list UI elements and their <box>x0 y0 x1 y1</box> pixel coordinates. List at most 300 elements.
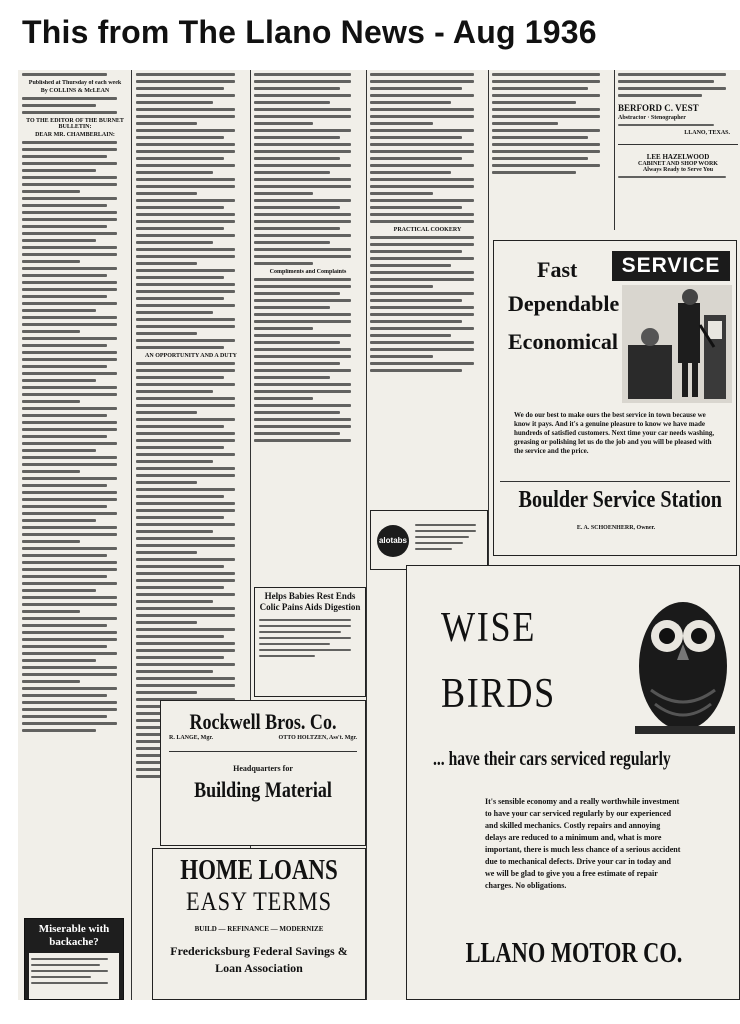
text-line <box>22 449 96 452</box>
text-line <box>254 192 313 195</box>
text-line <box>136 80 235 83</box>
text-line <box>254 320 351 323</box>
text-line <box>254 171 330 174</box>
text-line <box>22 218 117 221</box>
loans-line3: BUILD — REFINANCE — MODERNIZE <box>194 925 324 933</box>
text-line <box>136 157 224 160</box>
text-line <box>22 582 117 585</box>
llano-motor-name: LLANO MOTOR CO. <box>465 938 683 969</box>
text-line <box>492 101 576 104</box>
text-line <box>22 232 117 235</box>
wise-body: It's sensible economy and a really worthwhile investment to have your car serviced regularly by our experienced and skilled mechanics. Costly repairs and annoying delays are reduced to a minimum and, what is more important, there is much less chance of a serious accident due to mechanical defects. Drive your car in today and we will be glad to give you a free estimate of repair charges. No obligations. <box>485 797 681 890</box>
text-line <box>136 213 235 216</box>
text-line <box>254 278 351 281</box>
text-line <box>492 94 600 97</box>
text-line <box>22 645 107 648</box>
hazelwood-line2: Always Ready to Serve You <box>642 167 714 173</box>
text-line <box>22 512 117 515</box>
text-line <box>254 87 340 90</box>
text-line <box>254 432 340 435</box>
text-line <box>136 297 224 300</box>
text-line <box>136 691 197 694</box>
text-line <box>370 143 474 146</box>
section-heading: Compliments and Complaints <box>269 269 347 275</box>
text-line <box>136 129 235 132</box>
text-line <box>22 596 117 599</box>
text-line <box>492 87 588 90</box>
text-line <box>22 603 117 606</box>
text-line <box>22 155 107 158</box>
text-line <box>254 262 313 265</box>
text-line <box>492 136 588 139</box>
text-line <box>22 463 117 466</box>
text-line <box>136 600 213 603</box>
text-line <box>136 290 235 293</box>
text-line <box>22 610 80 613</box>
text-line <box>22 589 96 592</box>
text-line <box>370 250 462 253</box>
birds-word: BIRDS <box>441 671 556 717</box>
text-line <box>136 115 235 118</box>
text-line <box>22 239 96 242</box>
text-line <box>22 253 117 256</box>
text-line <box>254 348 351 351</box>
text-line <box>370 292 474 295</box>
service-body: We do our best to make ours the best service in town because we know it pays. And it's a genuine pleasure to know we have made hundreds of satisfied customers. Next time your car needs washing, greasing or polishing let us do the job and you will be pleased with the service and the price. <box>514 411 715 455</box>
text-line <box>370 306 474 309</box>
text-line <box>22 659 96 662</box>
text-line <box>22 379 96 382</box>
text-line <box>254 299 351 302</box>
text-line <box>254 185 351 188</box>
text-line <box>136 586 224 589</box>
text-line <box>136 283 235 286</box>
text-line <box>136 474 235 477</box>
wise-tagline: ... have their cars serviced regularly <box>433 748 671 770</box>
column-4 <box>370 70 485 510</box>
text-line <box>22 477 117 480</box>
salutation: DEAR MR. CHAMBERLAIN: <box>35 132 115 138</box>
text-line <box>22 274 107 277</box>
text-line <box>136 383 235 386</box>
rockwell-manager: R. LANGE, Mgr. <box>169 735 213 741</box>
text-line <box>22 533 117 536</box>
text-line <box>22 288 117 291</box>
article-body <box>136 73 246 349</box>
text-line <box>22 701 117 704</box>
text-line <box>22 435 107 438</box>
text-line <box>492 150 600 153</box>
text-line <box>136 325 235 328</box>
text-line <box>22 547 117 550</box>
text-line <box>254 199 351 202</box>
text-line <box>136 108 235 111</box>
vest-name: BERFORD C. VEST <box>618 103 699 113</box>
text-line <box>136 460 213 463</box>
classified-ads <box>618 70 738 230</box>
text-line <box>370 178 474 181</box>
service-banner: SERVICE <box>612 251 730 281</box>
text-line <box>254 220 351 223</box>
text-line <box>254 255 351 258</box>
text-line <box>22 211 117 214</box>
text-line <box>370 122 433 125</box>
text-line <box>136 684 235 687</box>
rockwell-name: Rockwell Bros. Co. <box>189 709 337 734</box>
text-line <box>136 558 235 561</box>
text-line <box>136 614 235 617</box>
text-line <box>136 411 197 414</box>
text-line <box>370 108 474 111</box>
text-line <box>254 150 351 153</box>
vest-town: LLANO, TEXAS. <box>684 130 730 136</box>
text-line <box>492 115 600 118</box>
text-line <box>492 171 576 174</box>
text-line <box>22 365 107 368</box>
text-line <box>136 628 235 631</box>
text-line <box>136 94 235 97</box>
text-line <box>254 248 351 251</box>
text-line <box>370 171 451 174</box>
text-line <box>492 73 600 76</box>
text-line <box>136 171 213 174</box>
text-line <box>254 206 340 209</box>
text-line <box>254 101 330 104</box>
text-line <box>492 122 558 125</box>
text-line <box>136 255 235 258</box>
text-line <box>370 192 433 195</box>
text-line <box>22 351 117 354</box>
text-line <box>22 148 117 151</box>
text-line <box>254 213 351 216</box>
text-line <box>370 355 433 358</box>
text-line <box>22 183 117 186</box>
text-line <box>22 729 96 732</box>
text-line <box>254 334 351 337</box>
text-line <box>370 94 474 97</box>
text-line <box>136 621 197 624</box>
text-line <box>370 278 474 281</box>
home-loans-ad <box>152 848 366 1000</box>
text-line <box>136 488 235 491</box>
text-line <box>136 248 235 251</box>
text-line <box>254 94 351 97</box>
loans-line1: HOME LOANS <box>180 855 338 886</box>
section-heading: PRACTICAL COOKERY <box>393 227 462 233</box>
text-line <box>254 376 330 379</box>
text-line <box>136 150 235 153</box>
text-line <box>22 498 117 501</box>
text-line <box>136 390 213 393</box>
text-line <box>22 505 107 508</box>
text-line <box>136 607 235 610</box>
article-body <box>370 73 485 223</box>
text-line <box>136 425 224 428</box>
text-line <box>254 136 340 139</box>
text-line <box>22 330 80 333</box>
text-line <box>492 108 600 111</box>
text-line <box>370 199 474 202</box>
text-line <box>22 631 117 634</box>
word-dependable: Dependable <box>508 291 620 316</box>
rockwell-tagline: Headquarters for <box>233 764 293 773</box>
text-line <box>136 663 235 666</box>
text-line <box>136 446 224 449</box>
text-line <box>22 169 96 172</box>
text-line <box>136 670 213 673</box>
text-line <box>136 481 197 484</box>
text-line <box>136 136 224 139</box>
text-line <box>136 376 224 379</box>
text-line <box>254 73 351 76</box>
header <box>0 0 740 70</box>
text-line <box>370 264 451 267</box>
text-line <box>370 327 474 330</box>
text-line <box>136 432 235 435</box>
article-body <box>22 141 128 732</box>
text-line <box>254 390 351 393</box>
text-line <box>136 227 224 230</box>
text-line <box>370 348 474 351</box>
column-1 <box>22 70 128 1000</box>
text-line <box>136 572 235 575</box>
text-line <box>492 129 600 132</box>
newspaper-clipping <box>18 70 740 1000</box>
text-line <box>370 206 462 209</box>
text-line <box>254 285 351 288</box>
text-line <box>22 344 107 347</box>
article-body <box>254 73 362 265</box>
text-line <box>136 234 235 237</box>
text-line <box>136 565 224 568</box>
word-economical: Economical <box>508 329 618 354</box>
text-line <box>254 122 313 125</box>
text-line <box>136 453 235 456</box>
loans-line2: EASY TERMS <box>186 887 332 916</box>
text-line <box>136 439 235 442</box>
text-line <box>22 386 117 389</box>
text-line <box>22 246 117 249</box>
page-title: This from The Llano News - Aug 1936 <box>22 14 597 50</box>
text-line <box>136 404 235 407</box>
text-line <box>370 185 474 188</box>
text-line <box>492 157 588 160</box>
text-line <box>370 80 474 83</box>
text-line <box>22 260 80 263</box>
text-line <box>136 164 235 167</box>
wise-birds-ad <box>406 565 740 1000</box>
text-line <box>136 192 197 195</box>
text-line <box>22 491 117 494</box>
text-line <box>136 178 235 181</box>
text-line <box>136 101 213 104</box>
text-line <box>22 400 80 403</box>
text-line <box>22 141 117 144</box>
masthead-note: Published at Thursday of each week <box>28 80 122 86</box>
text-line <box>370 213 474 216</box>
attendant-illustration <box>622 285 732 403</box>
byline: By COLLINS & McLEAN <box>40 88 110 94</box>
text-line <box>136 362 235 365</box>
text-line <box>370 236 474 239</box>
text-line <box>254 227 340 230</box>
text-line <box>22 428 117 431</box>
text-line <box>254 327 313 330</box>
text-line <box>136 579 235 582</box>
text-line <box>370 115 474 118</box>
text-line <box>22 309 96 312</box>
text-line <box>22 673 117 676</box>
text-line <box>136 635 224 638</box>
babies-ad <box>254 587 366 697</box>
text-line <box>254 80 351 83</box>
text-line <box>492 80 600 83</box>
rockwell-ad <box>160 700 366 846</box>
text-line <box>136 544 235 547</box>
text-line <box>254 306 330 309</box>
text-line <box>136 318 235 321</box>
text-line <box>22 197 117 200</box>
text-line <box>22 414 107 417</box>
text-line <box>370 362 474 365</box>
miserable-headline: Miserable with backache? <box>38 923 110 948</box>
text-line <box>22 680 80 683</box>
text-line <box>254 234 351 237</box>
text-line <box>136 339 235 342</box>
text-line <box>370 243 474 246</box>
text-line <box>22 176 117 179</box>
wise-word: WISE <box>441 605 537 651</box>
rockwell-product: Building Material <box>194 777 332 802</box>
text-line <box>370 150 474 153</box>
text-line <box>22 666 117 669</box>
text-line <box>136 276 224 279</box>
text-line <box>22 638 117 641</box>
text-line <box>136 87 224 90</box>
text-line <box>370 220 474 223</box>
hazelwood-line1: CABINET AND SHOP WORK <box>638 161 718 167</box>
babies-headline: Helps Babies Rest Ends Colic Pains Aids Digestion <box>259 591 361 612</box>
text-line <box>254 383 351 386</box>
text-line <box>136 593 235 596</box>
text-line <box>136 467 235 470</box>
text-line <box>254 411 340 414</box>
column-rule <box>614 70 615 230</box>
text-line <box>22 519 96 522</box>
column-rule <box>366 70 367 1000</box>
text-line <box>136 332 197 335</box>
text-line <box>22 708 117 711</box>
text-line <box>136 530 213 533</box>
text-line <box>370 157 462 160</box>
text-line <box>22 722 117 725</box>
text-line <box>136 642 235 645</box>
text-line <box>254 115 351 118</box>
text-line <box>22 421 117 424</box>
article-body <box>254 278 362 442</box>
text-line <box>370 313 474 316</box>
text-line <box>136 502 235 505</box>
text-line <box>136 649 235 652</box>
text-line <box>22 561 117 564</box>
section-heading: AN OPPORTUNITY AND A DUTY <box>145 353 237 359</box>
text-line <box>254 313 351 316</box>
station-owner: E. A. SCHOENHERR, Owner. <box>576 525 656 531</box>
text-line <box>254 108 351 111</box>
text-line <box>136 185 235 188</box>
text-line <box>370 257 474 260</box>
text-line <box>22 568 117 571</box>
text-line <box>370 320 462 323</box>
loans-line4: Fredericksburg Federal Savings & Loan Association <box>170 944 348 975</box>
rockwell-asst: OTTO HOLTZEN, Ass't. Mgr. <box>278 735 357 741</box>
text-line <box>370 334 451 337</box>
text-line <box>22 281 117 284</box>
text-line <box>22 295 107 298</box>
text-line <box>22 316 117 319</box>
text-line <box>22 204 107 207</box>
text-line <box>136 269 235 272</box>
text-line <box>22 575 107 578</box>
text-line <box>22 407 117 410</box>
text-line <box>254 143 351 146</box>
text-line <box>22 470 80 473</box>
vest-title: Abstractor · Stenographer <box>618 115 686 121</box>
text-line <box>254 425 351 428</box>
text-line <box>254 404 351 407</box>
station-name: Boulder Service Station <box>518 487 723 513</box>
text-line <box>136 495 224 498</box>
text-line <box>136 509 235 512</box>
article-body <box>492 73 612 174</box>
owl-illustration <box>627 580 739 740</box>
text-line <box>254 355 351 358</box>
text-line <box>254 241 330 244</box>
text-line <box>492 164 600 167</box>
text-line <box>22 442 117 445</box>
text-line <box>136 73 235 76</box>
hazelwood-name: LEE HAZELWOOD <box>646 153 710 161</box>
text-line <box>136 220 235 223</box>
text-line <box>22 526 117 529</box>
text-line <box>254 439 351 442</box>
text-line <box>22 358 117 361</box>
column-3 <box>254 70 362 595</box>
text-line <box>136 551 197 554</box>
text-line <box>254 157 340 160</box>
text-line <box>254 397 313 400</box>
article-body <box>370 236 485 372</box>
text-line <box>22 687 117 690</box>
text-line <box>492 143 600 146</box>
text-line <box>370 129 474 132</box>
alotabs-ad <box>370 510 488 570</box>
text-line <box>136 262 197 265</box>
text-line <box>370 341 474 344</box>
text-line <box>370 369 462 372</box>
text-line <box>22 652 117 655</box>
text-line <box>136 516 224 519</box>
text-line <box>136 311 213 314</box>
column-5 <box>492 70 612 230</box>
text-line <box>22 190 80 193</box>
alotabs-logo: alotabs <box>377 525 409 557</box>
text-line <box>22 694 107 697</box>
text-line <box>22 393 117 396</box>
text-line <box>370 285 433 288</box>
text-line <box>136 206 224 209</box>
text-line <box>254 129 351 132</box>
